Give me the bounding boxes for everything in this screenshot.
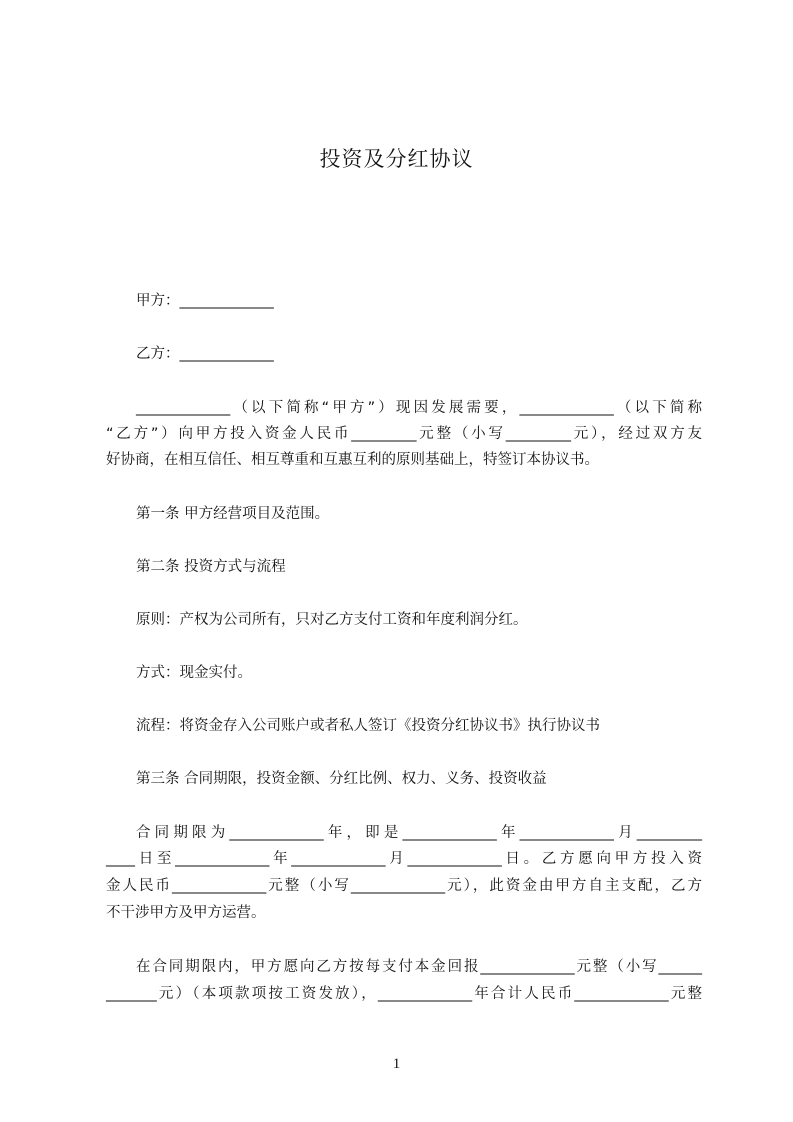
term-line-2: ____日至_____________年_____________月_____________日。乙方愿向甲方投入资 [106,851,702,867]
article-1-heading: 第一条 甲方经营项目及范围。 [136,506,330,522]
party-a-line: 甲方：_____________ [136,293,274,309]
return-line-2: _______元）（本项款项按工资发放），_____________年合计人民币_____________元整 [106,986,702,1002]
article-2-heading: 第二条 投资方式与流程 [136,559,286,575]
return-line-1: 在合同期限内，甲方愿向乙方按每支付本金回报_____________元整（小写______ [136,959,702,975]
intro-line-1: _____________（以下简称“甲方”）现因发展需要，_____________（以下简称 [136,400,702,416]
article-3-heading: 第三条 合同期限，投资金额、分红比例、权力、义务、投资收益 [136,771,547,787]
method-line: 方式：现金实付。 [136,665,252,681]
intro-line-2: “乙方”）向甲方投入资金人民币_________元整（小写_________元），经过双方友 [106,426,702,442]
term-line-4: 不干涉甲方及甲方运营。 [106,905,266,921]
party-b-line: 乙方：_____________ [136,346,274,362]
page-number: 1 [392,1056,401,1072]
term-line-1: 合同期限为_____________年，即是_____________年_____________月_________ [136,825,702,841]
term-line-3: 金人民币_____________元整（小写_____________元），此资金由甲方自主支配，乙方 [106,878,702,894]
principle-line: 原则：产权为公司所有，只对乙方支付工资和年度利润分红。 [136,612,528,628]
process-line: 流程：将资金存入公司账户或者私人签订《投资分红协议书》执行协议书 [136,718,600,734]
document-title: 投资及分红协议 [319,147,474,171]
intro-line-3: 好协商，在相互信任、相互尊重和互惠互利的原则基础上，特签订本协议书。 [106,452,599,468]
